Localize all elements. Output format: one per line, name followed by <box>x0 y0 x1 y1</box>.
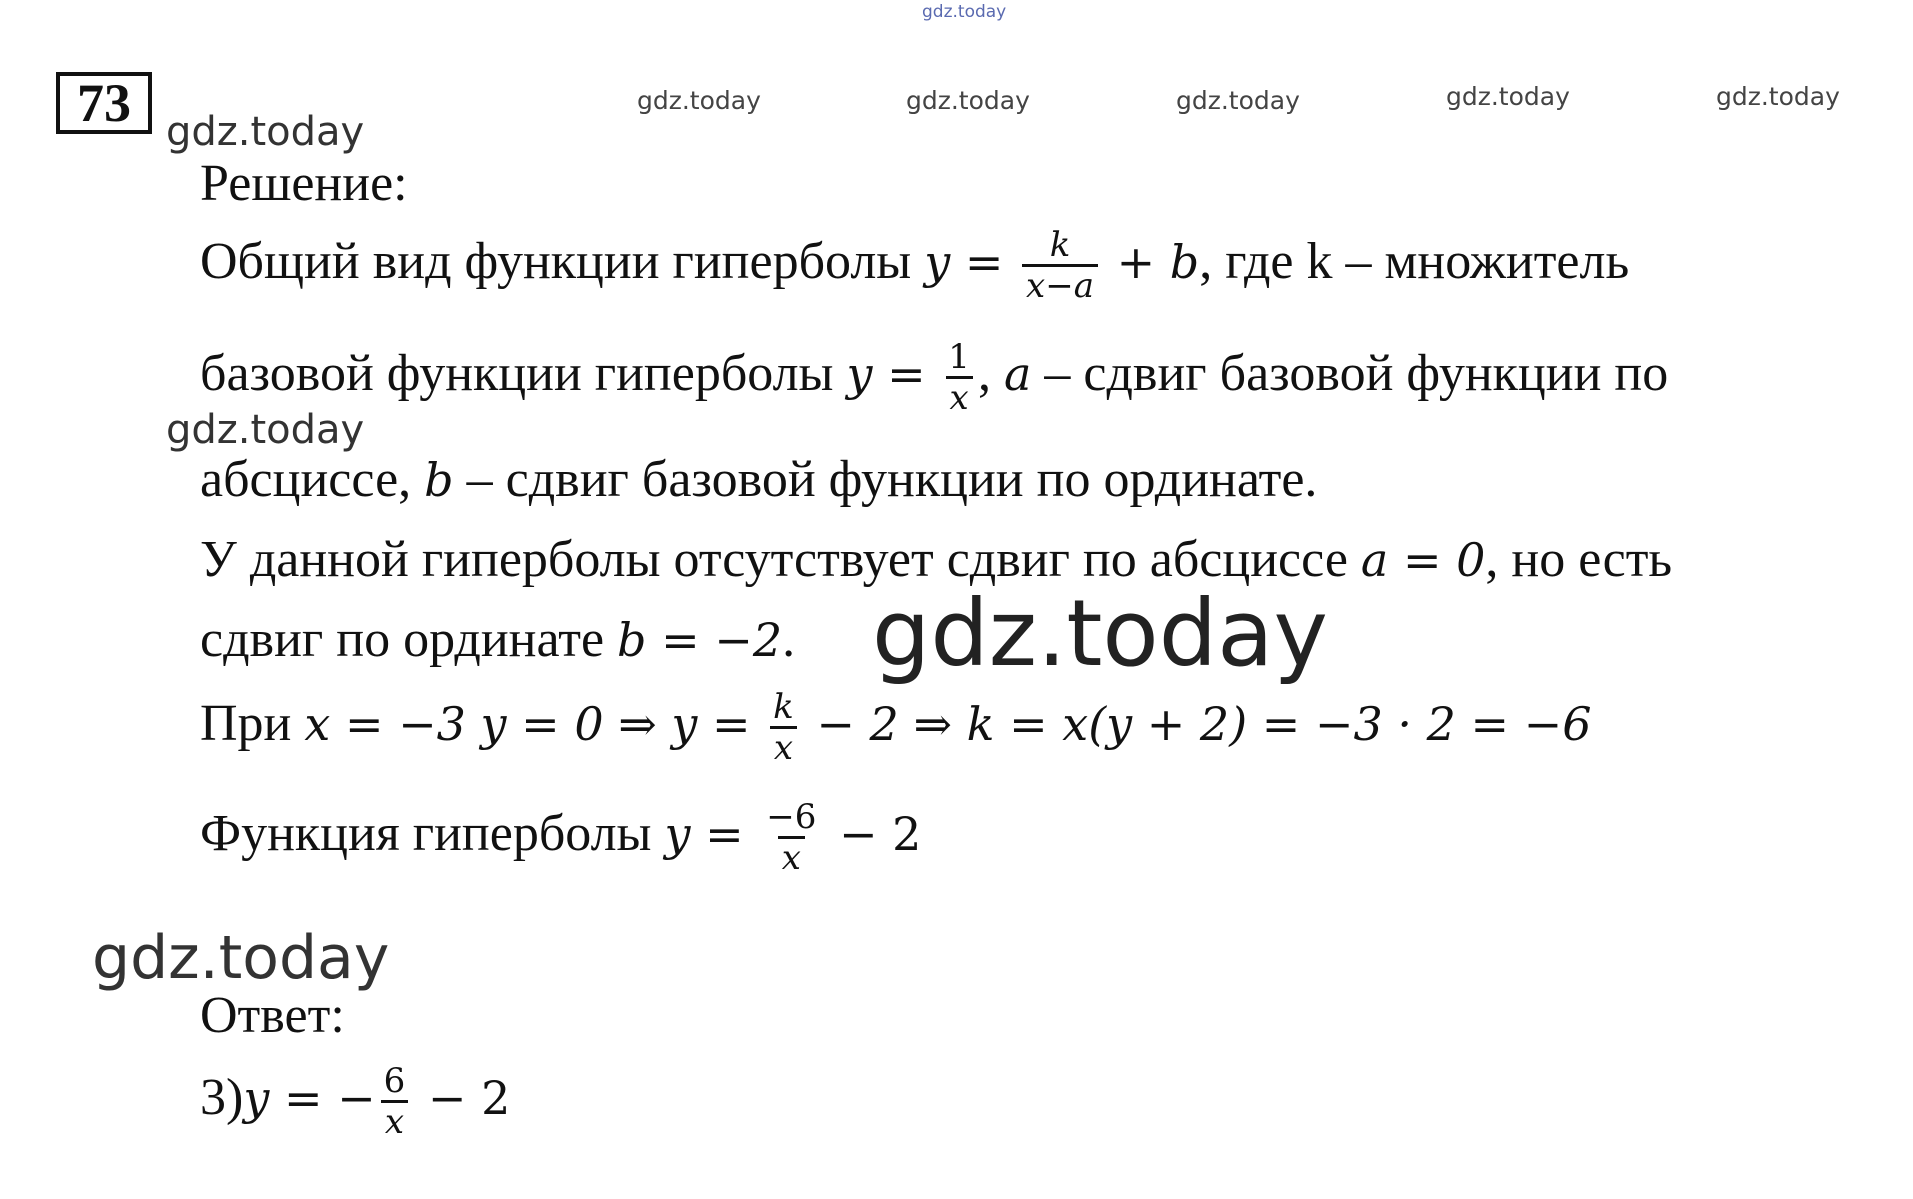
math-a: a <box>1003 347 1032 402</box>
math: y = − <box>243 1071 376 1126</box>
text: абсциссе, <box>200 451 425 508</box>
answer-heading: Ответ: <box>200 987 345 1044</box>
watermark-row-5: gdz.today <box>1716 82 1840 111</box>
watermark-left-2: gdz.today <box>166 407 365 453</box>
math: x = −3 y = 0 ⇒ y = <box>304 697 766 752</box>
solution-line-5 <box>200 611 796 668</box>
math: b = −2 <box>617 613 783 667</box>
math: − 2 ⇒ k = x(y + 2) = −3 · 2 = −6 <box>801 697 1592 752</box>
answer-line <box>200 1061 511 1142</box>
text: – сдвиг базовой функции по ординате. <box>453 451 1318 508</box>
watermark-row-4: gdz.today <box>1446 82 1570 111</box>
fraction-denominator: x <box>778 836 805 877</box>
text: , но есть <box>1485 531 1673 588</box>
fraction <box>380 1061 410 1142</box>
fraction-numerator: k <box>1049 225 1071 265</box>
fraction-denominator: x <box>381 1100 408 1141</box>
fraction-numerator: −6 <box>766 797 817 837</box>
solution-line-7 <box>200 797 922 878</box>
solution-heading: Решение: <box>200 155 408 212</box>
fraction-numerator: 6 <box>383 1061 406 1101</box>
math-eq: = <box>950 235 1019 290</box>
watermark-left-1: gdz.today <box>166 109 365 155</box>
math-b: b <box>424 453 454 507</box>
math-plus-b: + b <box>1101 235 1200 290</box>
comma: , <box>977 345 1004 403</box>
math-eq: = <box>872 347 941 402</box>
math: a = 0 <box>1360 533 1486 587</box>
text: , где k – множитель <box>1199 233 1630 291</box>
fraction-numerator: k <box>773 687 794 727</box>
math-y: y <box>924 235 951 290</box>
fraction <box>1022 225 1098 306</box>
fraction-denominator: x−a <box>1022 264 1098 305</box>
math: y = <box>664 807 759 862</box>
text: При <box>200 695 305 753</box>
fraction-denominator: x <box>770 726 797 767</box>
solution-line-3 <box>200 451 1318 508</box>
text: сдвиг по ординате <box>200 611 618 668</box>
watermark-top: gdz.today <box>922 2 1007 22</box>
watermark-row-2: gdz.today <box>906 86 1030 115</box>
math-y: y <box>846 347 873 402</box>
watermark-row-3: gdz.today <box>1176 86 1300 115</box>
text: базовой функции гиперболы <box>200 345 847 403</box>
watermark-row-1: gdz.today <box>637 86 761 115</box>
watermark-left-3: gdz.today <box>92 923 390 993</box>
solution-line-6 <box>200 687 1592 768</box>
math: − 2 <box>824 807 922 862</box>
fraction <box>944 337 974 418</box>
fraction <box>762 797 820 878</box>
text: Общий вид функции гиперболы <box>200 233 925 291</box>
solution-line-1 <box>200 225 1630 306</box>
dot: . <box>782 611 796 668</box>
math: − 2 <box>413 1071 511 1126</box>
fraction-numerator: 1 <box>948 337 970 377</box>
fraction-denominator: x <box>946 376 973 417</box>
fraction <box>769 687 798 768</box>
watermark-center-big: gdz.today <box>872 580 1328 687</box>
solution-line-2 <box>200 337 1669 418</box>
problem-number: 73 <box>56 72 152 134</box>
answer-prefix: 3) <box>200 1069 244 1127</box>
text: – сдвиг базовой функции по <box>1031 345 1669 403</box>
solution-line-4 <box>200 531 1673 588</box>
text: У данной гиперболы отсутствует сдвиг по абсциссе <box>200 531 1361 588</box>
text: Функция гиперболы <box>200 805 665 863</box>
